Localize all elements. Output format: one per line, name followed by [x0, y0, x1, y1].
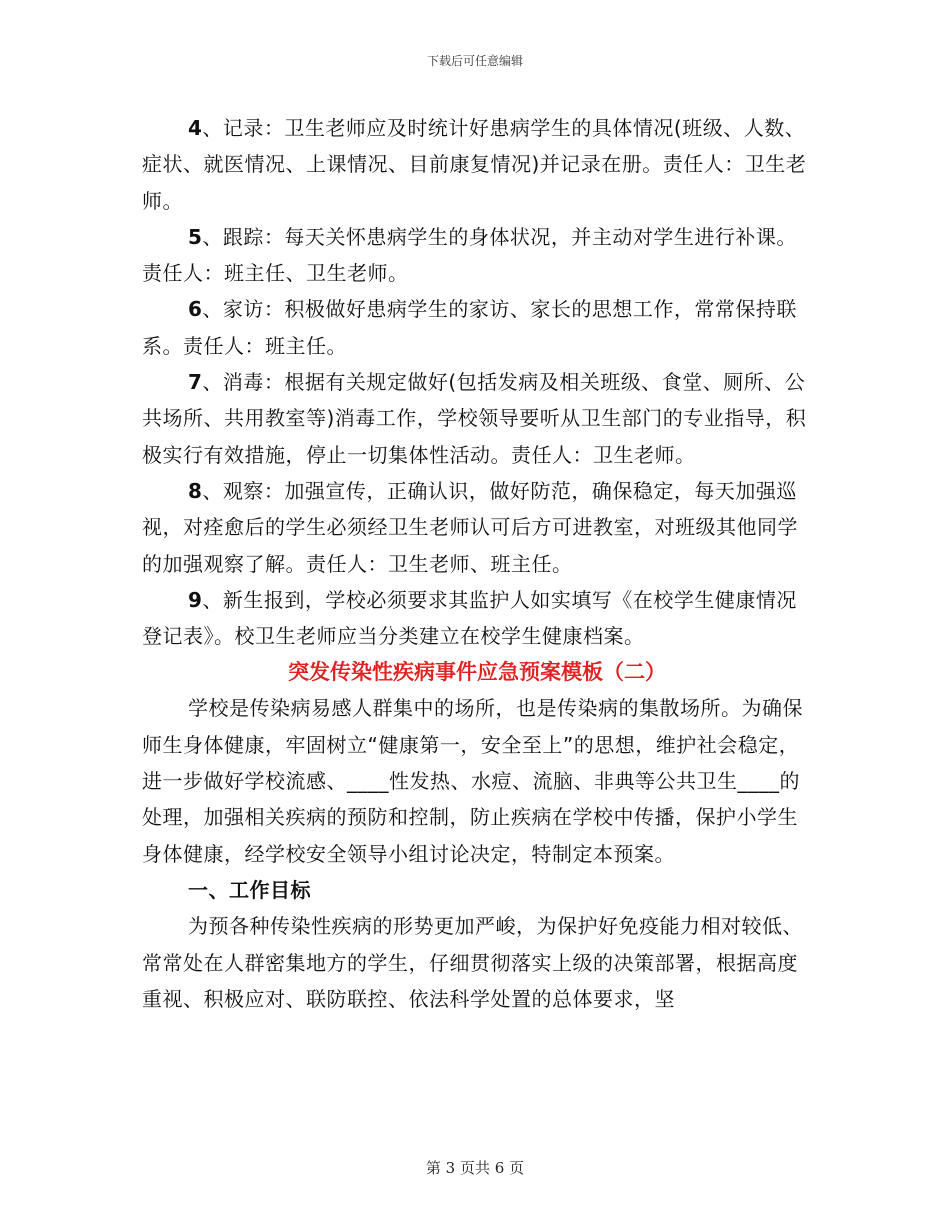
item-text: 、跟踪：每天关怀患病学生的身体状况，并主动对学生进行补课。责任人：班主任、卫生老师。	[142, 224, 797, 286]
list-item-7	[142, 364, 812, 473]
page-footer: 第 3 页共 6 页	[425, 1159, 525, 1177]
document-body	[142, 110, 812, 1017]
item-number: 4	[188, 116, 203, 140]
section-title: 突发传染性疾病事件应急预案模板（二）	[288, 660, 666, 685]
item-text: 、新生报到，学校必须要求其监护人如实填写《在校学生健康情况登记表》。校卫生老师应当分类建立在校学生健康档案。	[142, 587, 797, 649]
item-number: 5	[188, 224, 203, 249]
list-item-6	[142, 291, 812, 364]
item-text: 、消毒：根据有关规定做好(包括发病及相关班级、食堂、厕所、公共场所、共用教室等)消毒工作，学校领导要听从卫生部门的专业指导，积极实行有效措施，停止一切集体性活动。责任人：卫生老师。	[142, 370, 807, 467]
intro-paragraph: 学校是传染病易感人群集中的场所，也是传染病的集散场所。为确保师生身体健康，牢固树立“健康第一，安全至上”的思想，维护社会稳定，进一步做好学校流感、____性发热、水痘、流脑、非典等公共卫生____的处理，加强相关疾病的预防和控制，防止疾病在学校中传播，保护小学生身体健康，经学校安全领导小组讨论决定，特制定本预案。	[142, 696, 803, 866]
section-heading: 一、工作目标	[188, 877, 311, 902]
item-text: 、记录：卫生老师应及时统计好患病学生的具体情况(班级、人数、症状、就医情况、上课情况、目前康复情况)并记录在册。责任人：卫生老师。	[142, 116, 807, 213]
list-item-5	[142, 219, 812, 292]
list-item-4	[142, 110, 812, 219]
item-number: 9	[188, 587, 203, 612]
item-number: 7	[188, 370, 203, 395]
list-item-8	[142, 473, 812, 582]
item-text: 、观察：加强宣传，正确认识，做好防范，确保稳定，每天加强巡视，对痊愈后的学生必须经卫生老师认可后方可进教室，对班级其他同学的加强观察了解。责任人：卫生老师、班主任。	[142, 478, 798, 576]
list-item-9	[142, 582, 812, 655]
page-header: 下载后可任意编辑	[426, 54, 523, 68]
item-text: 、家访：积极做好患病学生的家访、家长的思想工作，常常保持联系。责任人：班主任。	[142, 297, 797, 358]
item-number: 6	[188, 297, 203, 322]
goal-paragraph: 为预各种传染性疾病的形势更加严峻，为保护好免疫能力相对较低、常常处在人群密集地方的学生，仔细贯彻落实上级的决策部署，根据高度重视、积极应对、联防联控、依法科学处置的总体要求，坚	[142, 914, 803, 1011]
item-number: 8	[188, 478, 203, 503]
